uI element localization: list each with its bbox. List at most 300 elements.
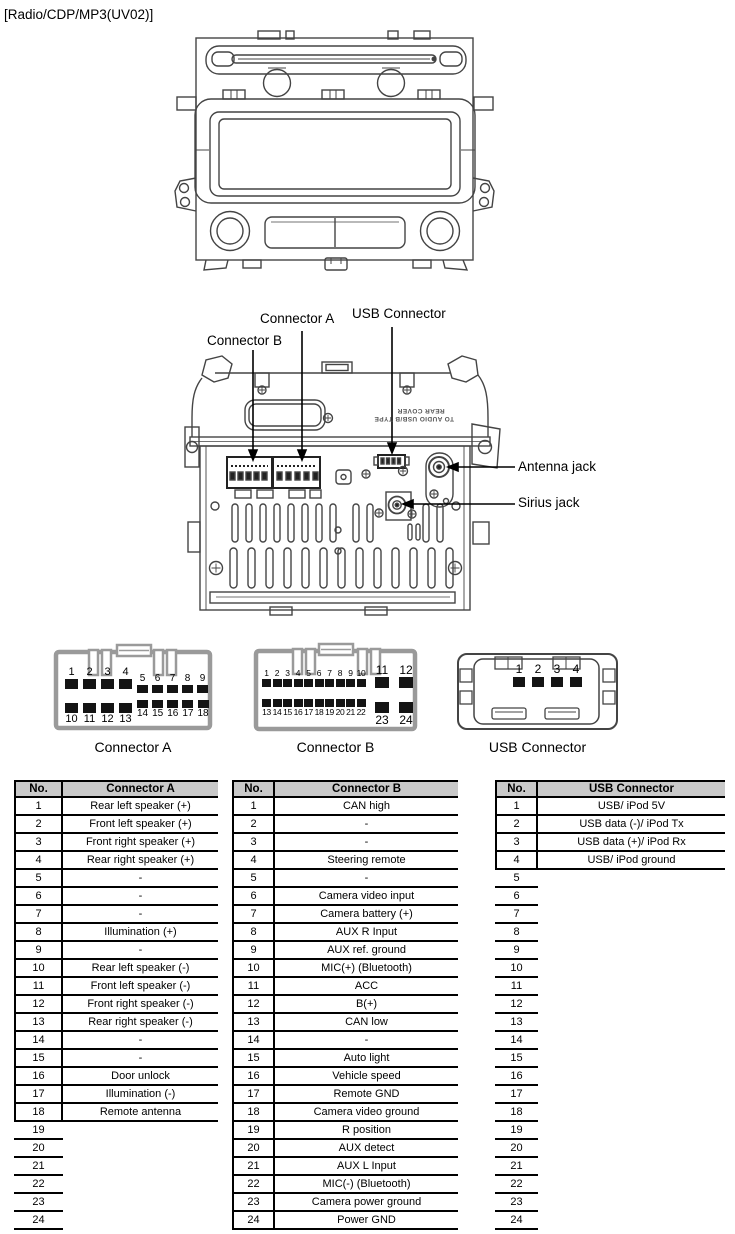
pin-number: 3 (553, 662, 561, 676)
pin-number: 18 (314, 707, 324, 717)
pin-number: 4 (572, 662, 580, 676)
table-row (14, 906, 218, 924)
pin-function-cell: CAN low (275, 1014, 458, 1032)
pin-function-cell: AUX L Input (275, 1158, 458, 1176)
pin-function-cell: Camera power ground (275, 1194, 458, 1212)
pin-number-cell: 20 (495, 1140, 538, 1158)
connector-b-pinout (253, 642, 418, 732)
pin-number: 10 (65, 713, 78, 725)
pin (283, 669, 292, 687)
rear-vent-slots-row2 (230, 548, 453, 588)
table-row (495, 834, 725, 852)
pin-function-cell (63, 1140, 218, 1158)
table-row (232, 906, 458, 924)
pin-number-cell: 10 (14, 960, 63, 978)
pin-number: 1 (68, 666, 75, 678)
pin-contact (65, 703, 78, 713)
pin-function-cell: - (63, 906, 218, 924)
connector-b-table (232, 780, 458, 1230)
pin-contact (119, 679, 132, 689)
pin-contact (532, 677, 544, 687)
table-row (232, 1086, 458, 1104)
pin-number-cell: 4 (495, 852, 538, 870)
pin-number-cell: 16 (14, 1068, 63, 1086)
pin-number-cell: 2 (14, 816, 63, 834)
pin-number-cell: 13 (495, 1014, 538, 1032)
pin-number-cell: 7 (495, 906, 538, 924)
pin-function-cell: Rear right speaker (-) (63, 1014, 218, 1032)
table-row (14, 1140, 218, 1158)
pin-contact (262, 679, 271, 687)
pin-function-cell (538, 1086, 725, 1104)
pin-number-cell: 4 (232, 852, 275, 870)
pin (137, 700, 148, 719)
pin-number: 7 (169, 673, 176, 684)
pin-number-cell: 16 (495, 1068, 538, 1086)
pin-contact (83, 703, 96, 713)
pin-number-cell: 13 (14, 1014, 63, 1032)
pin-number-cell: 1 (14, 798, 63, 816)
connector-b-pins-1-10 (262, 669, 366, 687)
pin-contact (283, 699, 292, 707)
pin (137, 674, 148, 693)
pin-number: 1 (515, 662, 523, 676)
table-header-row (14, 780, 218, 798)
pin (336, 699, 345, 717)
pin-number-cell: 4 (14, 852, 63, 870)
pin-function-cell: Auto light (275, 1050, 458, 1068)
pin (325, 699, 334, 717)
pin-number-cell: 1 (495, 798, 538, 816)
table-header-row (495, 780, 725, 798)
pin-function-cell: Remote antenna (63, 1104, 218, 1122)
table-row (232, 924, 458, 942)
pin-number-cell: 9 (232, 942, 275, 960)
connector-pinout-diagrams (0, 630, 735, 780)
pin-number: 4 (295, 668, 301, 678)
pin-contact (375, 702, 389, 713)
pin-number-cell: 15 (495, 1050, 538, 1068)
pin-number: 15 (152, 708, 164, 719)
rear-connector-a (273, 457, 320, 488)
pin-function-cell (538, 996, 725, 1014)
pin-function-cell: MIC(+) (Bluetooth) (275, 960, 458, 978)
pin-function-cell (538, 888, 725, 906)
pin-number-cell: 20 (232, 1140, 275, 1158)
table-row (232, 978, 458, 996)
connector-b-caption: Connector B (296, 739, 375, 755)
pin (325, 669, 334, 687)
pin-number: 5 (306, 668, 311, 678)
pin-contact (273, 699, 282, 707)
pin-number-cell: 24 (14, 1212, 63, 1230)
pin (101, 667, 114, 689)
table-row (495, 924, 725, 942)
pin (346, 669, 355, 687)
pin-number-cell: 13 (232, 1014, 275, 1032)
pin-contact (513, 677, 525, 687)
pin-number-cell: 15 (14, 1050, 63, 1068)
pin (182, 700, 193, 719)
rear-right-flap (448, 356, 478, 382)
pin-number: 1 (264, 668, 269, 678)
pin-number: 12 (399, 663, 413, 677)
pin-function-cell: AUX ref. ground (275, 942, 458, 960)
table-row (232, 960, 458, 978)
pin-contact (137, 685, 148, 693)
pin-function-cell (63, 1176, 218, 1194)
pin-number-cell: 22 (495, 1176, 538, 1194)
table-row (14, 942, 218, 960)
connector-a-table (14, 780, 218, 1230)
table-row (495, 1032, 725, 1050)
callout-antenna-jack: Antenna jack (518, 459, 597, 474)
connector-column-header: USB Connector (538, 780, 725, 798)
table-row (232, 852, 458, 870)
connector-a-pins-1-4 (65, 667, 132, 689)
pin (262, 699, 271, 717)
pin (304, 699, 313, 717)
pin-function-cell: ACC (275, 978, 458, 996)
pin (167, 700, 178, 719)
pin (198, 700, 209, 719)
pin-number-cell: 3 (232, 834, 275, 852)
table-row (232, 870, 458, 888)
pin-number: 10 (356, 668, 366, 678)
connector-a-pins-10-13 (65, 703, 132, 725)
pin-number: 8 (184, 673, 191, 684)
pin (273, 699, 282, 717)
pin-number-cell: 12 (495, 996, 538, 1014)
pin-number-cell: 8 (14, 924, 63, 942)
pin-contact (137, 700, 148, 708)
pin-contact (325, 699, 334, 707)
pin-number-cell: 12 (14, 996, 63, 1014)
pin (273, 669, 282, 687)
table-row (14, 816, 218, 834)
callout-connector-a: Connector A (260, 311, 335, 326)
pin-contact (304, 679, 313, 687)
pin-contact (336, 679, 345, 687)
pin-number: 22 (356, 707, 366, 717)
usb-connector-pins-1-4 (513, 663, 582, 687)
pin (304, 669, 313, 687)
pin-number: 15 (283, 707, 292, 717)
pin-number-cell: 7 (232, 906, 275, 924)
table-row (14, 1104, 218, 1122)
pin-number: 17 (182, 708, 194, 719)
pin-function-cell: - (63, 870, 218, 888)
table-row (232, 1158, 458, 1176)
table-row (232, 942, 458, 960)
table-header-row (232, 780, 458, 798)
pin-contact (357, 679, 366, 687)
table-row (495, 1086, 725, 1104)
table-row (14, 1086, 218, 1104)
pin-number-cell: 23 (495, 1194, 538, 1212)
connector-b-pins-23-24 (375, 702, 413, 726)
pin-function-cell: Illumination (-) (63, 1086, 218, 1104)
pin-number-cell: 5 (495, 870, 538, 888)
pin (119, 703, 132, 725)
pin-contact (357, 699, 366, 707)
pin-function-cell: USB data (-)/ iPod Tx (538, 816, 725, 834)
pin-contact (304, 699, 313, 707)
pin-function-cell (63, 1122, 218, 1140)
pin-function-cell: Front left speaker (+) (63, 816, 218, 834)
pin (182, 674, 193, 693)
radio-rear-view-drawing (150, 300, 735, 630)
table-row (232, 1032, 458, 1050)
pin-contact (294, 679, 303, 687)
rear-antenna-jack (426, 453, 453, 507)
pin-number-cell: 22 (14, 1176, 63, 1194)
table-row (232, 996, 458, 1014)
pin-number-cell: 11 (495, 978, 538, 996)
table-row (232, 1212, 458, 1230)
pin-number: 2 (86, 666, 93, 678)
pin-function-cell (538, 1050, 725, 1068)
pin-number-cell: 6 (495, 888, 538, 906)
pin-function-cell: USB/ iPod 5V (538, 798, 725, 816)
pin-contact (346, 679, 355, 687)
pin-number-cell: 3 (495, 834, 538, 852)
pin-function-cell: AUX R Input (275, 924, 458, 942)
table-row (14, 960, 218, 978)
pin-number: 11 (83, 713, 96, 725)
table-row (495, 1140, 725, 1158)
pin (101, 703, 114, 725)
pin-number-cell: 21 (232, 1158, 275, 1176)
table-row (14, 798, 218, 816)
pin-function-cell: R position (275, 1122, 458, 1140)
table-row (232, 834, 458, 852)
no-column-header: No. (495, 780, 538, 798)
pin-function-cell: - (63, 888, 218, 906)
pin-number: 16 (293, 707, 303, 717)
pin (294, 699, 303, 717)
pin-contact (182, 685, 193, 693)
table-row (232, 1122, 458, 1140)
pin-function-cell: USB/ iPod ground (538, 852, 725, 870)
table-row (14, 1014, 218, 1032)
pin-function-cell (63, 1194, 218, 1212)
pin (357, 699, 366, 717)
table-row (495, 888, 725, 906)
table-row (14, 1068, 218, 1086)
pin-number-cell: 1 (232, 798, 275, 816)
pin (357, 669, 366, 687)
pin-number-cell: 18 (232, 1104, 275, 1122)
pin-number-cell: 23 (232, 1194, 275, 1212)
pin-contact (119, 703, 132, 713)
pin-contact (315, 699, 324, 707)
table-row (232, 1140, 458, 1158)
usb-connector-table (495, 780, 725, 1230)
table-row (232, 888, 458, 906)
pin-number: 6 (316, 668, 322, 678)
table-row (14, 852, 218, 870)
pin-number: 2 (534, 662, 542, 676)
pin-number: 24 (399, 713, 413, 727)
table-row (232, 1194, 458, 1212)
pin (152, 700, 163, 719)
pin-function-cell (63, 1212, 218, 1230)
table-row (495, 960, 725, 978)
pin (294, 669, 303, 687)
pin-number-cell: 10 (232, 960, 275, 978)
pin-number-cell: 12 (232, 996, 275, 1014)
pin (551, 663, 563, 687)
pin-function-cell: Rear left speaker (+) (63, 798, 218, 816)
table-row (14, 996, 218, 1014)
pin-contact (101, 679, 114, 689)
usb-connector-pinout (457, 653, 618, 730)
pin (375, 702, 389, 726)
pin-number: 20 (335, 707, 345, 717)
table-row (14, 1158, 218, 1176)
pin-function-cell (538, 1194, 725, 1212)
pin-number-cell: 17 (14, 1086, 63, 1104)
pin-number-cell: 10 (495, 960, 538, 978)
pin-contact (346, 699, 355, 707)
callout-usb-connector: USB Connector (352, 306, 446, 321)
pin-number-cell: 19 (495, 1122, 538, 1140)
pin-number-cell: 14 (495, 1032, 538, 1050)
pin-number: 8 (337, 668, 343, 678)
pin-number-cell: 22 (232, 1176, 275, 1194)
pin-number-cell: 3 (14, 834, 63, 852)
pin (315, 669, 324, 687)
pin (336, 669, 345, 687)
table-row (495, 1068, 725, 1086)
pin (513, 663, 525, 687)
table-row (495, 942, 725, 960)
pin-number: 16 (167, 708, 179, 719)
pin-contact (315, 679, 324, 687)
pin-number-cell: 23 (14, 1194, 63, 1212)
pin-function-cell: Power GND (275, 1212, 458, 1230)
table-row (495, 852, 725, 870)
pin-number-cell: 18 (14, 1104, 63, 1122)
pin-function-cell (63, 1158, 218, 1176)
pin-number-cell: 17 (232, 1086, 275, 1104)
pin-function-cell: AUX detect (275, 1140, 458, 1158)
page-title: [Radio/CDP/MP3(UV02)] (4, 7, 154, 22)
pin-contact (152, 685, 163, 693)
pin-function-cell: Rear right speaker (+) (63, 852, 218, 870)
pin-number-cell: 19 (14, 1122, 63, 1140)
pin-function-cell: Camera video ground (275, 1104, 458, 1122)
pin-contact (65, 679, 78, 689)
pin-number: 7 (327, 668, 332, 678)
pin-number-cell: 16 (232, 1068, 275, 1086)
table-row (495, 1122, 725, 1140)
pin-function-cell: - (63, 1050, 218, 1068)
table-row (14, 870, 218, 888)
pin-function-cell: USB data (+)/ iPod Rx (538, 834, 725, 852)
pin-function-cell (538, 978, 725, 996)
pin-function-cell: B(+) (275, 996, 458, 1014)
pin-function-cell: - (275, 816, 458, 834)
radio-rear-view (150, 300, 735, 630)
table-row (232, 798, 458, 816)
display-screen (219, 119, 451, 189)
table-row (232, 1104, 458, 1122)
rear-left-flap (202, 356, 232, 382)
pin (197, 674, 208, 693)
pin-number-cell: 14 (232, 1032, 275, 1050)
pin-function-cell: Front left speaker (-) (63, 978, 218, 996)
display-bezel (195, 99, 475, 203)
pin-number-cell: 6 (14, 888, 63, 906)
pin-contact (167, 700, 178, 708)
pin-number-cell: 14 (14, 1032, 63, 1050)
pin-number-cell: 24 (232, 1212, 275, 1230)
pin (152, 674, 163, 693)
pin-number-cell: 2 (232, 816, 275, 834)
rear-connector-b (227, 457, 272, 488)
pin (346, 699, 355, 717)
pin-number: 3 (285, 668, 290, 678)
pin-number: 13 (262, 707, 271, 717)
table-row (232, 1068, 458, 1086)
table-row (495, 816, 725, 834)
pin-function-cell (538, 870, 725, 888)
pin-number: 21 (346, 707, 355, 717)
connector-a-pins-5-9 (137, 674, 208, 693)
table-row (495, 1194, 725, 1212)
table-row (495, 1158, 725, 1176)
pin-function-cell: Rear left speaker (-) (63, 960, 218, 978)
pin-function-cell (538, 1014, 725, 1032)
pin-contact (198, 700, 209, 708)
pin-function-cell (538, 906, 725, 924)
pin (83, 667, 96, 689)
callout-connector-b: Connector B (207, 333, 283, 348)
connector-column-header: Connector A (63, 780, 218, 798)
rear-screw (258, 386, 411, 394)
pin-contact (182, 700, 193, 708)
pin-function-cell (538, 942, 725, 960)
table-row (495, 1050, 725, 1068)
pin-number: 4 (122, 666, 129, 678)
pin-number-cell: 15 (232, 1050, 275, 1068)
pin-contact (262, 699, 271, 707)
pin-number-cell: 21 (495, 1158, 538, 1176)
pin-function-cell: Vehicle speed (275, 1068, 458, 1086)
pin-function-cell (538, 1122, 725, 1140)
cover-text-line: TO AUDIO USB/B TYPE (374, 415, 454, 422)
pin-number-cell: 5 (232, 870, 275, 888)
cover-text-line: REAR COVER (397, 407, 445, 414)
table-row (232, 1014, 458, 1032)
table-row (495, 978, 725, 996)
pin-function-cell: Steering remote (275, 852, 458, 870)
pin-number: 2 (274, 668, 280, 678)
pin-number-cell: 7 (14, 906, 63, 924)
pin-number-cell: 21 (14, 1158, 63, 1176)
pin-function-cell: Front right speaker (-) (63, 996, 218, 1014)
pin-function-cell (538, 1140, 725, 1158)
pin-number-cell: 2 (495, 816, 538, 834)
pin-number: 14 (137, 708, 149, 719)
pin-contact (283, 679, 292, 687)
table-row (495, 798, 725, 816)
pin-number: 12 (101, 713, 114, 725)
pin-function-cell: Door unlock (63, 1068, 218, 1086)
cd-slot-deck (206, 46, 466, 74)
